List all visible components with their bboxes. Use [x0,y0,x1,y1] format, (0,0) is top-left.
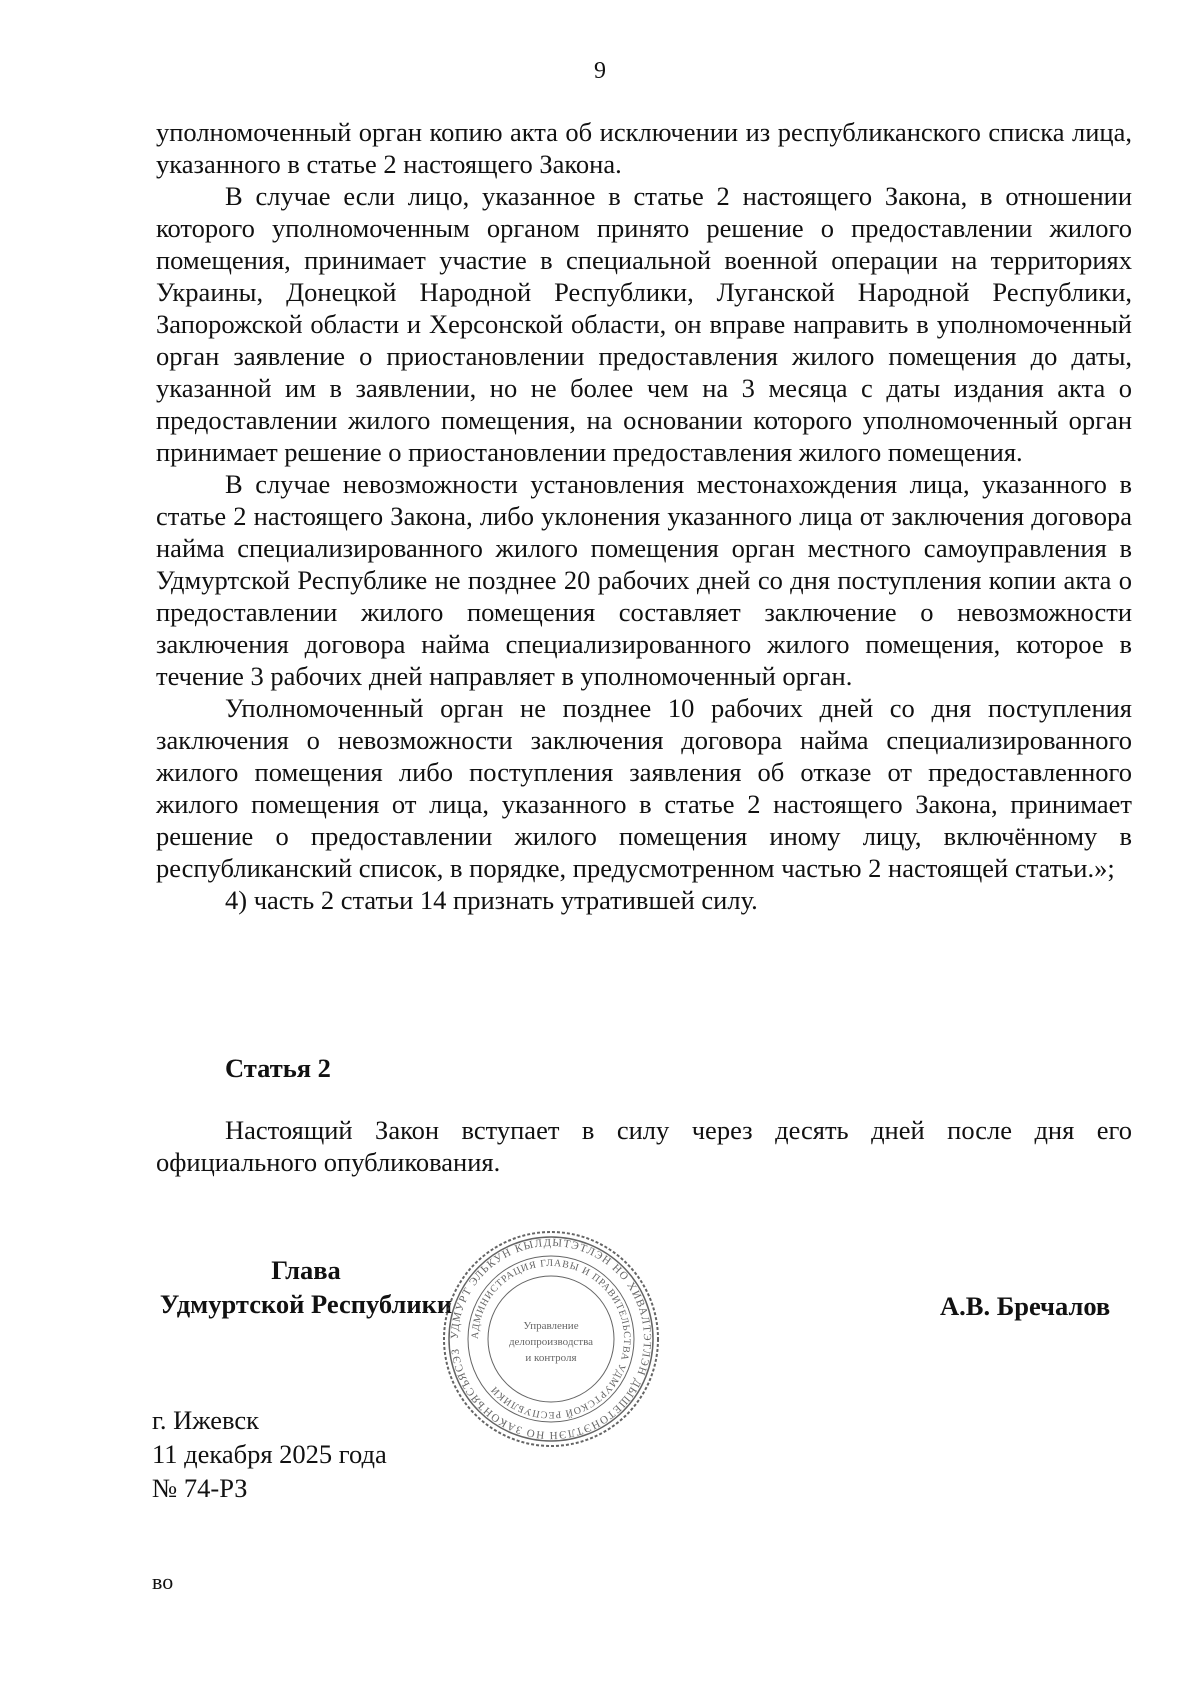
seal-center-line2: делопроизводства [508,1336,594,1348]
signing-details [152,1403,387,1505]
executor-mark: во [152,1569,174,1594]
page-number: 9 [594,58,606,84]
seal-center-line1: Управление [523,1320,579,1332]
seal-inner-text: АДМИНИСТРАЦИЯ ГЛАВЫ И ПРАВИТЕЛЬСТВА УДМУРТСКОЙ РЕСПУБЛИКИ [469,1257,633,1421]
article-2-heading: Статья 2 [225,1053,331,1083]
paragraph-suspension-svo: В случае если лицо, указанное в статье 2 настоящего Закона, в отношении которого уполномоченным органом принято решение о предоставлении жилого помещения, принимает участие в специальной военной операции на территориях Украины, Донецкой Народной Республики, Луганской Народной Республики, Запорожской области и Херсонской области, он вправе направить в уполномоченный орган заявление о приостановлении предоставления жилого помещения до даты, указанной им в заявлении, но не более чем на 3 месяца с даты издания акта о предоставлении жилого помещения, на основании которого уполномоченный орган принимает решение о приостановлении предоставления жилого помещения. [156,181,1132,467]
signer-position-line1: Глава [271,1255,341,1285]
paragraph-item-4: 4) часть 2 статьи 14 признать утратившей силу. [225,885,758,915]
article-2-text: Настоящий Закон вступает в силу через десять дней после дня его официального опубликования. [156,1115,1132,1177]
law-number: № 74-РЗ [152,1473,248,1503]
paragraph-continuation: уполномоченный орган копию акта об исключении из республиканского списка лица, указанного в статье 2 настоящего Закона. [156,117,1132,179]
signing-city: г. Ижевск [152,1405,259,1435]
paragraph-impossibility: В случае невозможности установления местонахождения лица, указанного в статье 2 настоящего Закона, либо уклонения указанного лица от заключения договора найма специализированного жилого помещения орган местного самоуправления в Удмуртской Республике не позднее 20 рабочих дней со дня поступления копии акта о предоставлении жилого помещения составляет заключение о невозможности заключения договора найма специализированного жилого помещения, которое в течение 3 рабочих дней направляет в уполномоченный орган. [156,469,1132,691]
signing-date: 11 декабря 2025 года [152,1439,387,1469]
law-text-body [156,116,1132,916]
paragraph-reassignment: Уполномоченный орган не позднее 10 рабочих дней со дня поступления заключения о невозможности заключения договора найма специализированного жилого помещения либо поступления заявления об отказе от предоставленного жилого помещения от лица, указанного в статье 2 настоящего Закона, принимает решение о предоставлении жилого помещения иному лицу, включённому в республиканский список, в порядке, предусмотренном частью 2 настоящей статьи.»; [156,693,1132,883]
signer-name: А.В. Бречалов [940,1291,1111,1321]
signer-position [146,1253,466,1321]
signer-position-line2: Удмуртской Республики [159,1289,453,1319]
seal-outer-text: УДМУРТ ЭЛЬКУН КЫЛДЫТЭТЛЭН НО ХИВАЛТЭТЛЭН ДЫШЕТОНЭТЛЭН НО ЗАКОНЪЯСЪЯСЭЗ [448,1236,654,1442]
official-seal [441,1229,661,1449]
seal-center-line3: и контроля [525,1352,577,1364]
